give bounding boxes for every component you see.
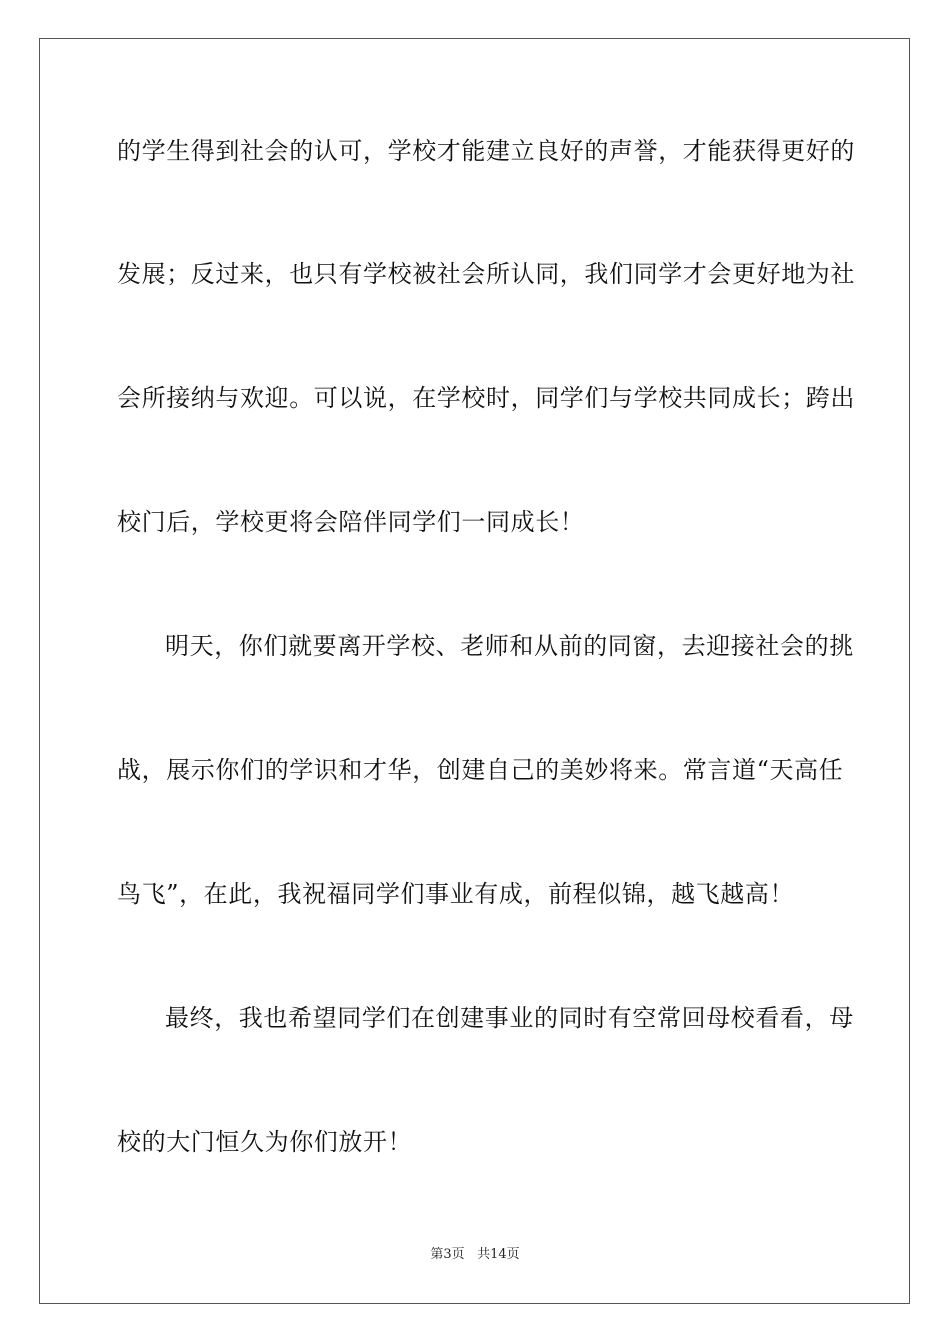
page-number: 第3页 [430,1247,465,1262]
text-line: 会所接纳与欢迎。可以说，在学校时，同学们与学校共同成长；跨出 [117,384,855,412]
page-border [39,38,910,1304]
paragraph-first-line: 明天，你们就要离开学校、老师和从前的同窗，去迎接社会的挑 [165,632,854,660]
paragraph-first-line: 最终，我也希望同学们在创建事业的同时有空常回母校看看，母 [165,1004,854,1032]
text-line: 鸟飞”，在此，我祝福同学们事业有成，前程似锦，越飞越高！ [117,880,795,908]
text-line: 的学生得到社会的认可，学校才能建立良好的声誉，才能获得更好的 [117,137,855,165]
text-line: 校门后，学校更将会陪伴同学们一同成长！ [117,508,585,536]
page-footer [0,1246,950,1264]
text-line: 战，展示你们的学识和才华，创建自己的美妙将来。常言道“天高任 [117,756,844,784]
text-line: 发展；反过来，也只有学校被社会所认同，我们同学才会更好地为社 [117,260,855,288]
text-line: 校的大门恒久为你们放开！ [117,1128,413,1156]
page-total: 共14页 [477,1247,520,1262]
